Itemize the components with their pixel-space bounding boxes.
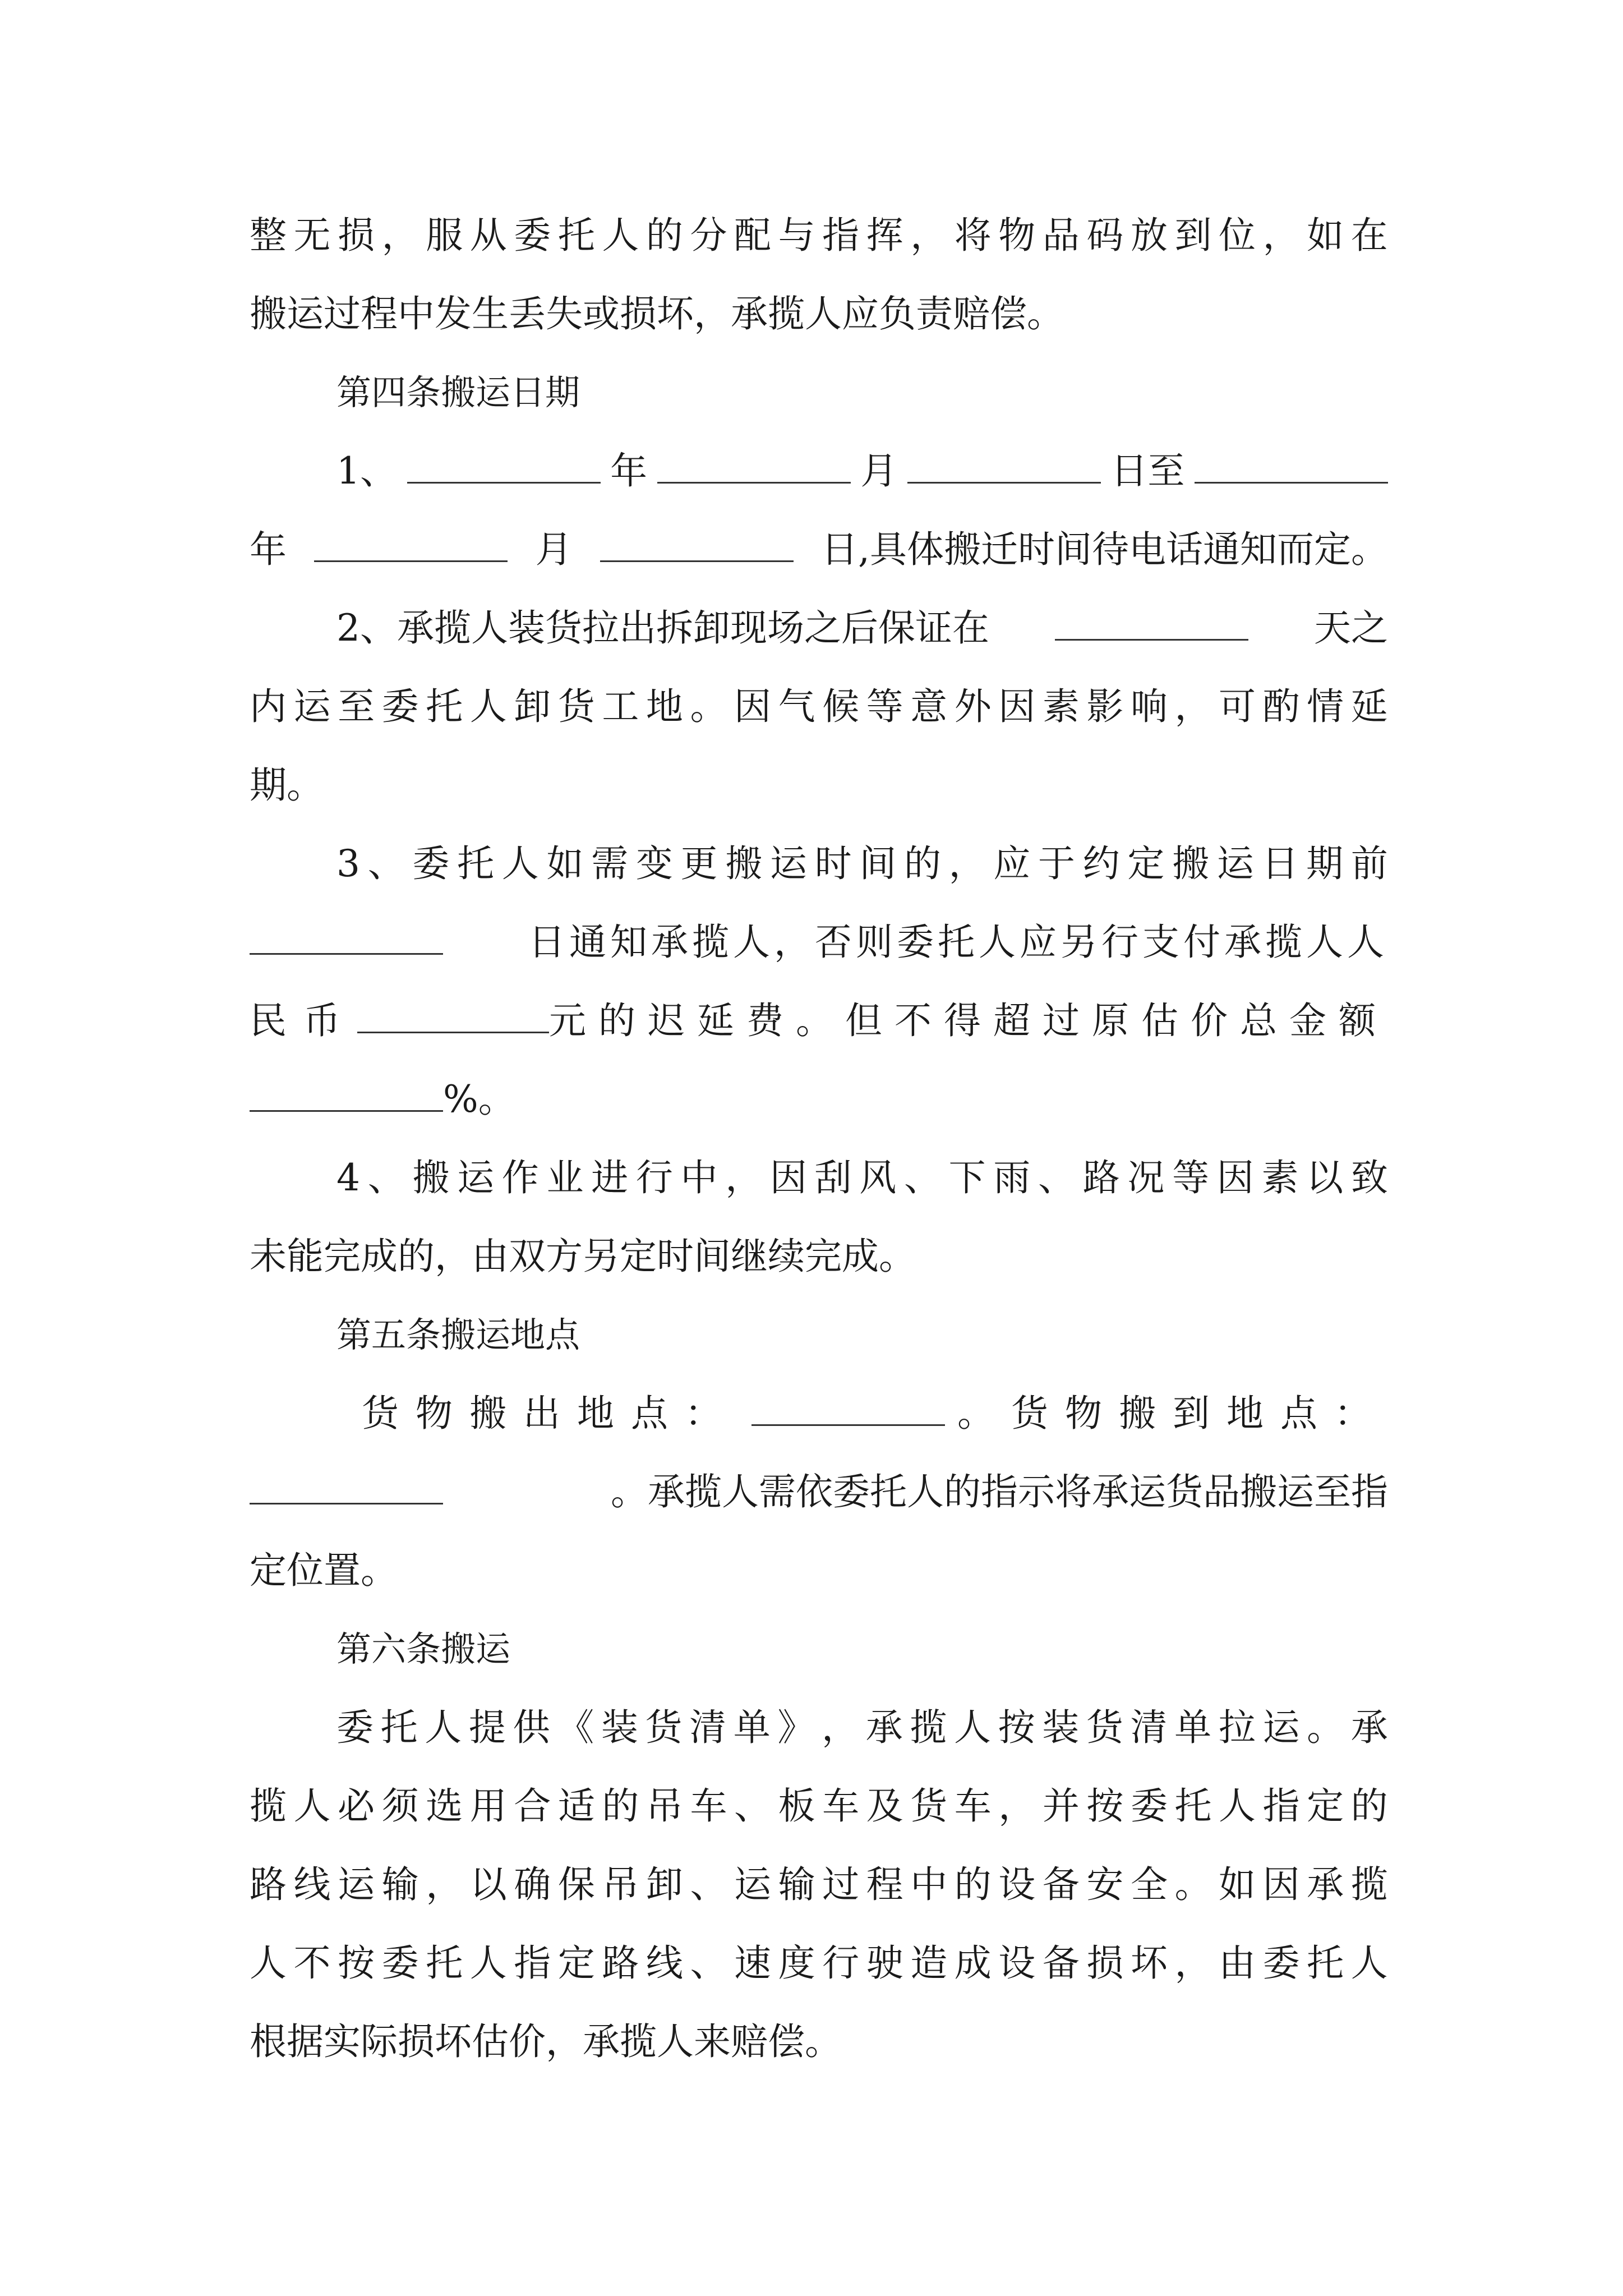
paragraph-line: [250, 196, 1388, 275]
text-char: 损: [338, 214, 375, 257]
section-heading: [250, 1610, 1388, 1688]
text-char: 揽: [910, 1706, 947, 1749]
text-char: 业: [546, 1156, 584, 1199]
text-char: ，: [822, 1706, 859, 1749]
date-line: [250, 432, 1388, 510]
text-char: 托: [1307, 1941, 1344, 1985]
text-char: 路: [250, 1863, 287, 1906]
text-char: 备: [1042, 1863, 1080, 1906]
text-char: 》: [777, 1706, 815, 1749]
text-char: 选: [426, 1784, 463, 1828]
line-text: 期。: [250, 763, 324, 807]
text-char: 前: [1350, 842, 1388, 885]
text-char: 因: [998, 685, 1036, 728]
text-char: 路: [602, 1941, 639, 1985]
text-char: 托: [557, 214, 595, 257]
text-char: 搬: [1172, 842, 1210, 885]
text-char: 况: [1127, 1156, 1165, 1199]
text-char: 等: [1172, 1156, 1210, 1199]
text-char: 可: [1219, 685, 1256, 728]
text-char: 时: [814, 842, 852, 885]
text-char: 地: [645, 685, 683, 728]
text-char: 4: [336, 1156, 360, 1199]
text-char: 人: [250, 1941, 287, 1985]
text-char: 、: [903, 1156, 941, 1199]
text-char: 影: [1086, 685, 1124, 728]
line-text: 。货物搬到地点：: [957, 1392, 1388, 1435]
text-char: 委: [514, 214, 551, 257]
text-char: 按: [1086, 1784, 1124, 1828]
text-char: ，: [1174, 685, 1212, 728]
text-char: 不: [293, 1941, 331, 1985]
text-char: 中: [910, 1863, 948, 1906]
text-char: 运: [734, 1863, 772, 1906]
section-heading: [250, 353, 1388, 432]
text-char: 车: [954, 1784, 992, 1828]
text-char: 风: [859, 1156, 897, 1199]
blank-field[interactable]: [657, 448, 851, 484]
text-char: 内: [250, 685, 287, 728]
text-char: 委: [336, 1706, 374, 1749]
text-char: 整: [250, 214, 287, 257]
line-text: 日至: [1110, 449, 1185, 493]
text-char: 输: [778, 1863, 815, 1906]
text-char: 的: [903, 842, 941, 885]
text-char: 等: [866, 685, 903, 728]
text-char: 酌: [1262, 685, 1300, 728]
text-char: 路: [1082, 1156, 1120, 1199]
text-char: 候: [822, 685, 860, 728]
paragraph-line: [250, 1139, 1388, 1217]
heading-text: 第五条搬运地点: [336, 1314, 580, 1355]
contract-text: [250, 196, 1388, 2081]
text-char: 成: [954, 1941, 992, 1985]
text-char: 与: [778, 214, 815, 257]
text-char: 人: [425, 1706, 462, 1749]
text-char: 适: [557, 1784, 595, 1828]
text-char: 运: [769, 842, 807, 885]
text-char: 货: [910, 1784, 948, 1828]
text-char: 板: [778, 1784, 815, 1828]
text-char: 货: [645, 1706, 683, 1749]
text-char: 托: [380, 1706, 418, 1749]
line-text: 民币: [250, 999, 357, 1042]
text-char: 度: [778, 1941, 815, 1985]
text-char: 委: [381, 1941, 419, 1985]
text-char: 人: [469, 685, 507, 728]
text-char: 人: [293, 1784, 331, 1828]
text-char: 情: [1307, 685, 1344, 728]
text-char: 人: [501, 842, 539, 885]
line-text: 年: [250, 528, 287, 571]
text-char: 无: [293, 214, 331, 257]
line-text: 货物搬出地点：: [362, 1392, 739, 1435]
text-char: 至: [338, 685, 375, 728]
text-char: 损: [1086, 1941, 1124, 1985]
text-char: 输: [381, 1863, 419, 1906]
text-char: ，: [998, 1784, 1036, 1828]
text-char: 放: [1130, 214, 1168, 257]
text-char: 行: [635, 1156, 673, 1199]
paragraph-line: [250, 668, 1388, 746]
location-line: [250, 1374, 1388, 1453]
text-char: 装: [1042, 1706, 1080, 1749]
text-char: 坏: [1130, 1941, 1168, 1985]
text-char: 指: [1262, 1784, 1300, 1828]
text-char: 《: [557, 1706, 594, 1749]
line-text: 天之: [1314, 606, 1388, 650]
paragraph-line: [250, 275, 1388, 353]
text-char: 、: [367, 1156, 405, 1199]
text-char: 日: [1261, 842, 1299, 885]
text-char: 的: [1350, 1784, 1388, 1828]
blank-field[interactable]: [751, 1391, 945, 1426]
text-char: 定: [1307, 1784, 1344, 1828]
text-char: 设: [998, 1941, 1036, 1985]
text-char: 装: [601, 1706, 638, 1749]
text-char: 运: [1216, 842, 1254, 885]
text-char: 指: [822, 214, 860, 257]
text-char: 作: [501, 1156, 539, 1199]
text-char: 因: [1262, 1863, 1300, 1906]
line-text: 1、: [336, 449, 397, 493]
text-char: 承: [1307, 1863, 1344, 1906]
text-char: 用: [469, 1784, 507, 1828]
text-char: 造: [910, 1941, 948, 1985]
text-char: 设: [998, 1863, 1036, 1906]
text-char: 程: [866, 1863, 903, 1906]
line-text: 元的迟延费。但不得超过原估价总金额: [549, 999, 1388, 1042]
text-char: 的: [645, 214, 683, 257]
text-char: 挥: [866, 214, 903, 257]
text-char: 、: [367, 842, 405, 885]
text-char: 行: [822, 1941, 860, 1985]
blank-field[interactable]: [907, 448, 1101, 484]
paragraph-line: [250, 1060, 1388, 1139]
text-char: 按: [338, 1941, 375, 1985]
text-char: 必: [338, 1784, 375, 1828]
blank-field[interactable]: [250, 1469, 443, 1504]
paragraph-line: [250, 1688, 1388, 1767]
text-char: ，: [426, 1863, 463, 1906]
text-char: 清: [1130, 1706, 1168, 1749]
text-char: 、: [690, 1863, 727, 1906]
text-char: 定: [557, 1941, 595, 1985]
text-char: 品: [1042, 214, 1080, 257]
text-char: 过: [822, 1863, 860, 1906]
text-char: 速: [734, 1941, 772, 1985]
line-text: 定位置。: [250, 1549, 398, 1592]
text-char: 确: [514, 1863, 551, 1906]
text-char: 期: [1306, 842, 1344, 885]
text-char: 托: [426, 685, 463, 728]
text-char: 货: [1086, 1706, 1123, 1749]
text-char: ，: [1174, 1941, 1212, 1985]
text-char: 托: [1174, 1784, 1212, 1828]
paragraph-line: [250, 1217, 1388, 1296]
text-char: 货: [557, 685, 595, 728]
text-char: ，: [948, 842, 986, 885]
text-char: 线: [293, 1863, 331, 1906]
text-char: 委: [412, 842, 450, 885]
text-char: 间: [859, 842, 897, 885]
text-char: 卸: [645, 1863, 683, 1906]
blank-field[interactable]: [250, 919, 443, 955]
text-char: 人: [1350, 1941, 1388, 1985]
text-char: 卸: [514, 685, 551, 728]
text-char: 。: [1307, 1706, 1344, 1749]
text-char: 物: [998, 214, 1036, 257]
text-char: 线: [645, 1941, 683, 1985]
text-char: 将: [954, 214, 992, 257]
text-char: 运: [338, 1863, 375, 1906]
text-char: 素: [1042, 685, 1080, 728]
text-char: 的: [602, 1784, 639, 1828]
text-char: ，: [910, 214, 948, 257]
text-char: 码: [1086, 214, 1124, 257]
paragraph-line: [250, 825, 1388, 903]
paragraph-line: [250, 1767, 1388, 1846]
text-char: 外: [954, 685, 992, 728]
text-char: 人: [602, 214, 639, 257]
line-text: 2、承揽人装货拉出拆卸现场之后保证在: [336, 606, 989, 650]
text-char: 吊: [602, 1863, 639, 1906]
text-char: 供: [513, 1706, 550, 1749]
blank-field[interactable]: [314, 527, 508, 562]
text-char: 单: [733, 1706, 771, 1749]
text-char: 更: [680, 842, 718, 885]
text-char: 、: [690, 1941, 727, 1985]
section-heading: [250, 1296, 1388, 1374]
text-char: 提: [468, 1706, 506, 1749]
text-char: 需: [591, 842, 629, 885]
text-char: 在: [1350, 214, 1388, 257]
text-char: 定: [1127, 842, 1165, 885]
text-char: ，: [725, 1156, 763, 1199]
text-char: 承: [1350, 1706, 1388, 1749]
text-char: 因: [769, 1156, 807, 1199]
text-char: 承: [865, 1706, 903, 1749]
text-char: 备: [1042, 1941, 1080, 1985]
text-char: 变: [635, 842, 673, 885]
text-char: 配: [734, 214, 772, 257]
heading-text: 第四条搬运日期: [336, 372, 580, 413]
text-char: 气: [778, 685, 815, 728]
text-char: 按: [998, 1706, 1035, 1749]
paragraph-line: [250, 903, 1388, 982]
text-char: 及: [866, 1784, 903, 1828]
text-char: 如: [1307, 214, 1344, 257]
blank-field[interactable]: [407, 448, 601, 484]
text-char: 运: [457, 1156, 495, 1199]
text-char: 进: [591, 1156, 629, 1199]
text-char: 托: [426, 1941, 463, 1985]
text-char: 搬: [725, 842, 763, 885]
text-char: 意: [910, 685, 948, 728]
line-text: 月: [860, 449, 898, 493]
text-char: 雨: [993, 1156, 1031, 1199]
text-char: 、: [734, 1784, 772, 1828]
text-char: 搬: [412, 1156, 450, 1199]
text-char: 以: [1306, 1156, 1344, 1199]
text-char: 由: [1219, 1941, 1256, 1985]
paragraph-line: [250, 589, 1388, 668]
line-text: 日通知承揽人，否则委托人应另行支付承揽人人: [528, 921, 1388, 964]
line-text: 。承揽人需依委托人的指示将承运货品搬运至指: [611, 1470, 1388, 1513]
blank-field[interactable]: [357, 998, 549, 1033]
text-char: 于: [1038, 842, 1075, 885]
text-char: 。: [1174, 1863, 1212, 1906]
location-line: [250, 1453, 1388, 1531]
text-char: 合: [514, 1784, 551, 1828]
line-text: 日,具体搬迁时间待电话通知而定。: [821, 528, 1388, 571]
text-char: 揽: [250, 1784, 287, 1828]
text-char: 单: [1174, 1706, 1212, 1749]
text-char: 延: [1350, 685, 1388, 728]
text-char: 车: [822, 1784, 860, 1828]
text-char: 因: [734, 685, 772, 728]
text-char: 从: [469, 214, 507, 257]
text-char: 位: [1219, 214, 1256, 257]
text-char: ，: [381, 214, 419, 257]
text-char: 拉: [1218, 1706, 1256, 1749]
paragraph-line: [250, 1924, 1388, 2003]
text-char: 响: [1130, 685, 1168, 728]
text-char: 。: [690, 685, 727, 728]
blank-field[interactable]: [250, 1076, 443, 1112]
text-char: 下: [948, 1156, 986, 1199]
line-text: 搬运过程中发生丢失或损坏，承揽人应负责赔偿。: [250, 292, 1064, 335]
text-char: 分: [690, 214, 727, 257]
text-char: 揽: [1350, 1863, 1388, 1906]
text-char: 安: [1086, 1863, 1124, 1906]
text-char: 保: [557, 1863, 595, 1906]
blank-field[interactable]: [600, 527, 794, 562]
text-char: 中: [680, 1156, 718, 1199]
text-char: 应: [993, 842, 1031, 885]
text-char: 并: [1042, 1784, 1080, 1828]
text-char: 人: [953, 1706, 991, 1749]
text-char: 致: [1350, 1156, 1388, 1199]
text-char: 托: [457, 842, 495, 885]
paragraph-line: [250, 1531, 1388, 1610]
text-char: 约: [1082, 842, 1120, 885]
text-char: 工: [602, 685, 639, 728]
text-char: 指: [514, 1941, 551, 1985]
text-char: 委: [1130, 1784, 1168, 1828]
line-text: %。: [443, 1078, 515, 1121]
text-char: 以: [469, 1863, 507, 1906]
text-char: 驶: [866, 1941, 903, 1985]
text-char: 清: [689, 1706, 727, 1749]
text-char: 车: [690, 1784, 727, 1828]
text-char: 素: [1261, 1156, 1299, 1199]
blank-field[interactable]: [1055, 605, 1248, 641]
text-char: 人: [469, 1941, 507, 1985]
text-char: 如: [546, 842, 584, 885]
line-text: 未能完成的，由双方另定时间继续完成。: [250, 1235, 916, 1278]
text-char: 须: [381, 1784, 419, 1828]
heading-text: 第六条搬运: [336, 1628, 511, 1669]
text-char: 全: [1130, 1863, 1168, 1906]
line-text: 月: [535, 528, 573, 571]
paragraph-line: [250, 982, 1388, 1060]
line-text: 根据实际损坏估价，承揽人来赔偿。: [250, 2020, 842, 2063]
text-char: 委: [381, 685, 419, 728]
text-char: 3: [336, 842, 360, 885]
text-char: 的: [954, 1863, 992, 1906]
text-char: 运: [293, 685, 331, 728]
paragraph-line: [250, 2003, 1388, 2081]
text-char: ，: [1262, 214, 1300, 257]
text-char: 运: [1262, 1706, 1300, 1749]
text-char: 服: [426, 214, 463, 257]
paragraph-line: [250, 746, 1388, 825]
paragraph-line: [250, 1846, 1388, 1924]
text-char: 刮: [814, 1156, 852, 1199]
line-text: 年: [610, 449, 648, 493]
date-line: [250, 510, 1388, 589]
text-char: 到: [1174, 214, 1212, 257]
blank-field[interactable]: [1195, 448, 1388, 484]
text-char: 如: [1219, 1863, 1256, 1906]
text-char: 吊: [645, 1784, 683, 1828]
text-char: 、: [1038, 1156, 1075, 1199]
text-char: 委: [1262, 1941, 1300, 1985]
text-char: 人: [1219, 1784, 1256, 1828]
text-char: 因: [1216, 1156, 1254, 1199]
